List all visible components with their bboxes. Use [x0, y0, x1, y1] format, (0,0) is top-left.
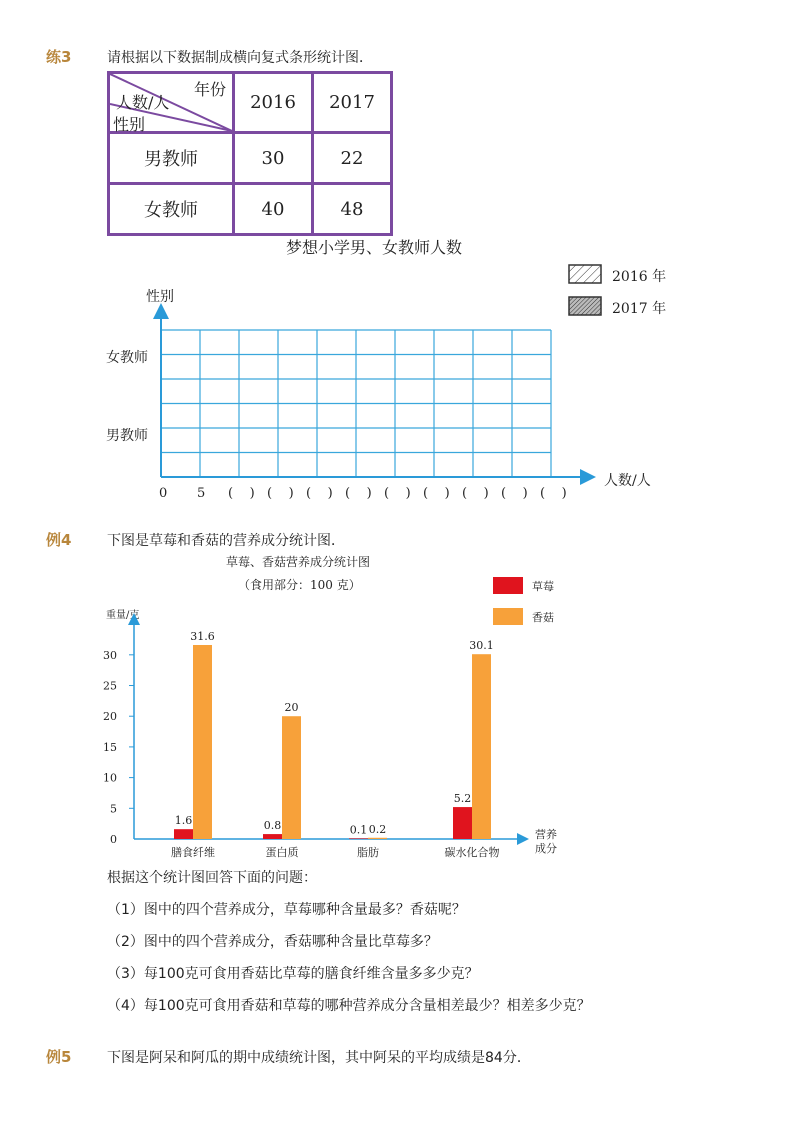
blank-grid-chart — [0, 255, 800, 515]
bar-value-label: 0.2 — [368, 822, 387, 836]
bar-value-label: 30.1 — [469, 639, 494, 653]
exercise-3-prompt: 请根据以下数据制成横向复式条形统计图． — [107, 50, 373, 66]
tick-label-5: 5 — [197, 486, 206, 501]
example-label-5: 例5 — [46, 1048, 72, 1066]
category-label: 脂肪 — [357, 846, 379, 859]
legend-label: 香菇 — [532, 611, 554, 624]
question-3: （3）每100克可食用香菇比草莓的膳食纤维含量多多少克？ — [107, 966, 479, 982]
grid-chart-title: 梦想小学男、女教师人数 — [286, 238, 463, 257]
category-label: 碳水化合物 — [444, 846, 500, 859]
table-header-row — [109, 73, 392, 133]
question-2: （2）图中的四个营养成分，香菇哪种含量比草莓多？ — [107, 934, 438, 950]
table-header-2016: 2016 — [234, 73, 313, 133]
x-axis-label: 人数/人 — [604, 473, 651, 489]
tick-label-0: 0 — [159, 486, 168, 501]
blank-tick-label: ( ) — [345, 486, 372, 501]
legend-swatch-2016 — [569, 265, 601, 283]
legend-label-2017: 2017 年 — [612, 301, 667, 317]
bar-mushroom — [193, 645, 212, 839]
y-tick-label: 0 — [110, 833, 117, 846]
blank-tick-label: ( ) — [462, 486, 489, 501]
blank-tick-label: ( ) — [228, 486, 255, 501]
category-label: 膳食纤维 — [171, 846, 215, 859]
table-cell: 30 — [234, 133, 313, 184]
blank-tick-label: ( ) — [384, 486, 411, 501]
y-tick-label: 15 — [103, 740, 117, 754]
table-cell: 40 — [234, 184, 313, 235]
y-tick-label: 5 — [110, 802, 117, 816]
table-row — [109, 133, 392, 184]
y-tick-label: 20 — [103, 710, 117, 724]
legend-label-2016: 2016 年 — [612, 269, 667, 285]
table-corner-cell — [109, 73, 234, 133]
legend-swatch-mushroom — [493, 608, 523, 625]
table-header-2017: 2017 — [313, 73, 392, 133]
questions-intro: 根据这个统计图回答下面的问题： — [107, 870, 317, 886]
chart-title: 草莓、香菇营养成分统计图 — [226, 555, 371, 569]
blank-tick-label: ( ) — [267, 486, 294, 501]
legend-swatch-strawberry — [493, 577, 523, 594]
y-tick-label: 30 — [103, 648, 117, 662]
table-cell: 22 — [313, 133, 392, 184]
nutrition-bar-chart — [0, 560, 800, 870]
bar-strawberry — [453, 807, 472, 839]
question-4: （4）每100克可食用香菇和草莓的哪种营养成分含量相差最少？相差多少克？ — [107, 998, 591, 1014]
category-label-female: 女教师 — [106, 350, 148, 366]
blank-tick-label: ( ) — [501, 486, 528, 501]
example-5-prompt: 下图是阿呆和阿瓜的期中成绩统计图，其中阿呆的平均成绩是84分． — [107, 1050, 531, 1066]
bar-value-label: 31.6 — [190, 630, 215, 643]
example-label-4: 例4 — [46, 531, 72, 549]
bar-strawberry — [349, 838, 368, 839]
grid-lines — [161, 330, 551, 477]
question-1: （1）图中的四个营养成分，草莓哪种含量最多？香菇呢？ — [107, 902, 466, 918]
table-row-label: 男教师 — [109, 133, 234, 184]
blank-tick-label: ( ) — [306, 486, 333, 501]
bar-mushroom — [368, 838, 387, 839]
y-axis-title: 重量/克 — [106, 610, 140, 621]
y-tick-label: 10 — [103, 771, 117, 785]
y-axis-label: 性别 — [146, 289, 174, 305]
blank-tick-label: ( ) — [423, 486, 450, 501]
bar-value-label: 5.2 — [453, 792, 472, 806]
category-label: 蛋白质 — [265, 846, 299, 859]
exercise-label-3: 练3 — [46, 48, 72, 66]
bar-value-label: 20 — [284, 701, 299, 715]
y-tick-label: 25 — [103, 679, 117, 693]
x-axis-title-line2: 成分 — [535, 842, 557, 855]
bar-strawberry — [174, 829, 193, 839]
corner-label-year: 年份 — [194, 80, 227, 99]
table-row — [109, 184, 392, 235]
bar-value-label: 0.8 — [263, 819, 282, 833]
table-row-label: 女教师 — [109, 184, 234, 235]
legend-label: 草莓 — [532, 580, 554, 593]
bar-value-label: 0.1 — [349, 823, 368, 837]
table-cell: 48 — [313, 184, 392, 235]
example-4-prompt: 下图是草莓和香菇的营养成分统计图． — [107, 533, 345, 549]
x-axis-title-line1: 营养 — [535, 828, 557, 841]
chart-subtitle: （食用部分：100 克） — [238, 578, 361, 592]
bar-strawberry — [263, 834, 282, 839]
blank-tick-label: ( ) — [540, 486, 567, 501]
bar-value-label: 1.6 — [174, 814, 193, 828]
bar-mushroom — [472, 654, 491, 839]
data-table — [107, 71, 393, 236]
bar-mushroom — [282, 716, 301, 839]
category-label-male: 男教师 — [106, 428, 148, 444]
corner-label-gender: 性别 — [113, 115, 146, 134]
corner-label-count: 人数/人 — [116, 93, 170, 112]
